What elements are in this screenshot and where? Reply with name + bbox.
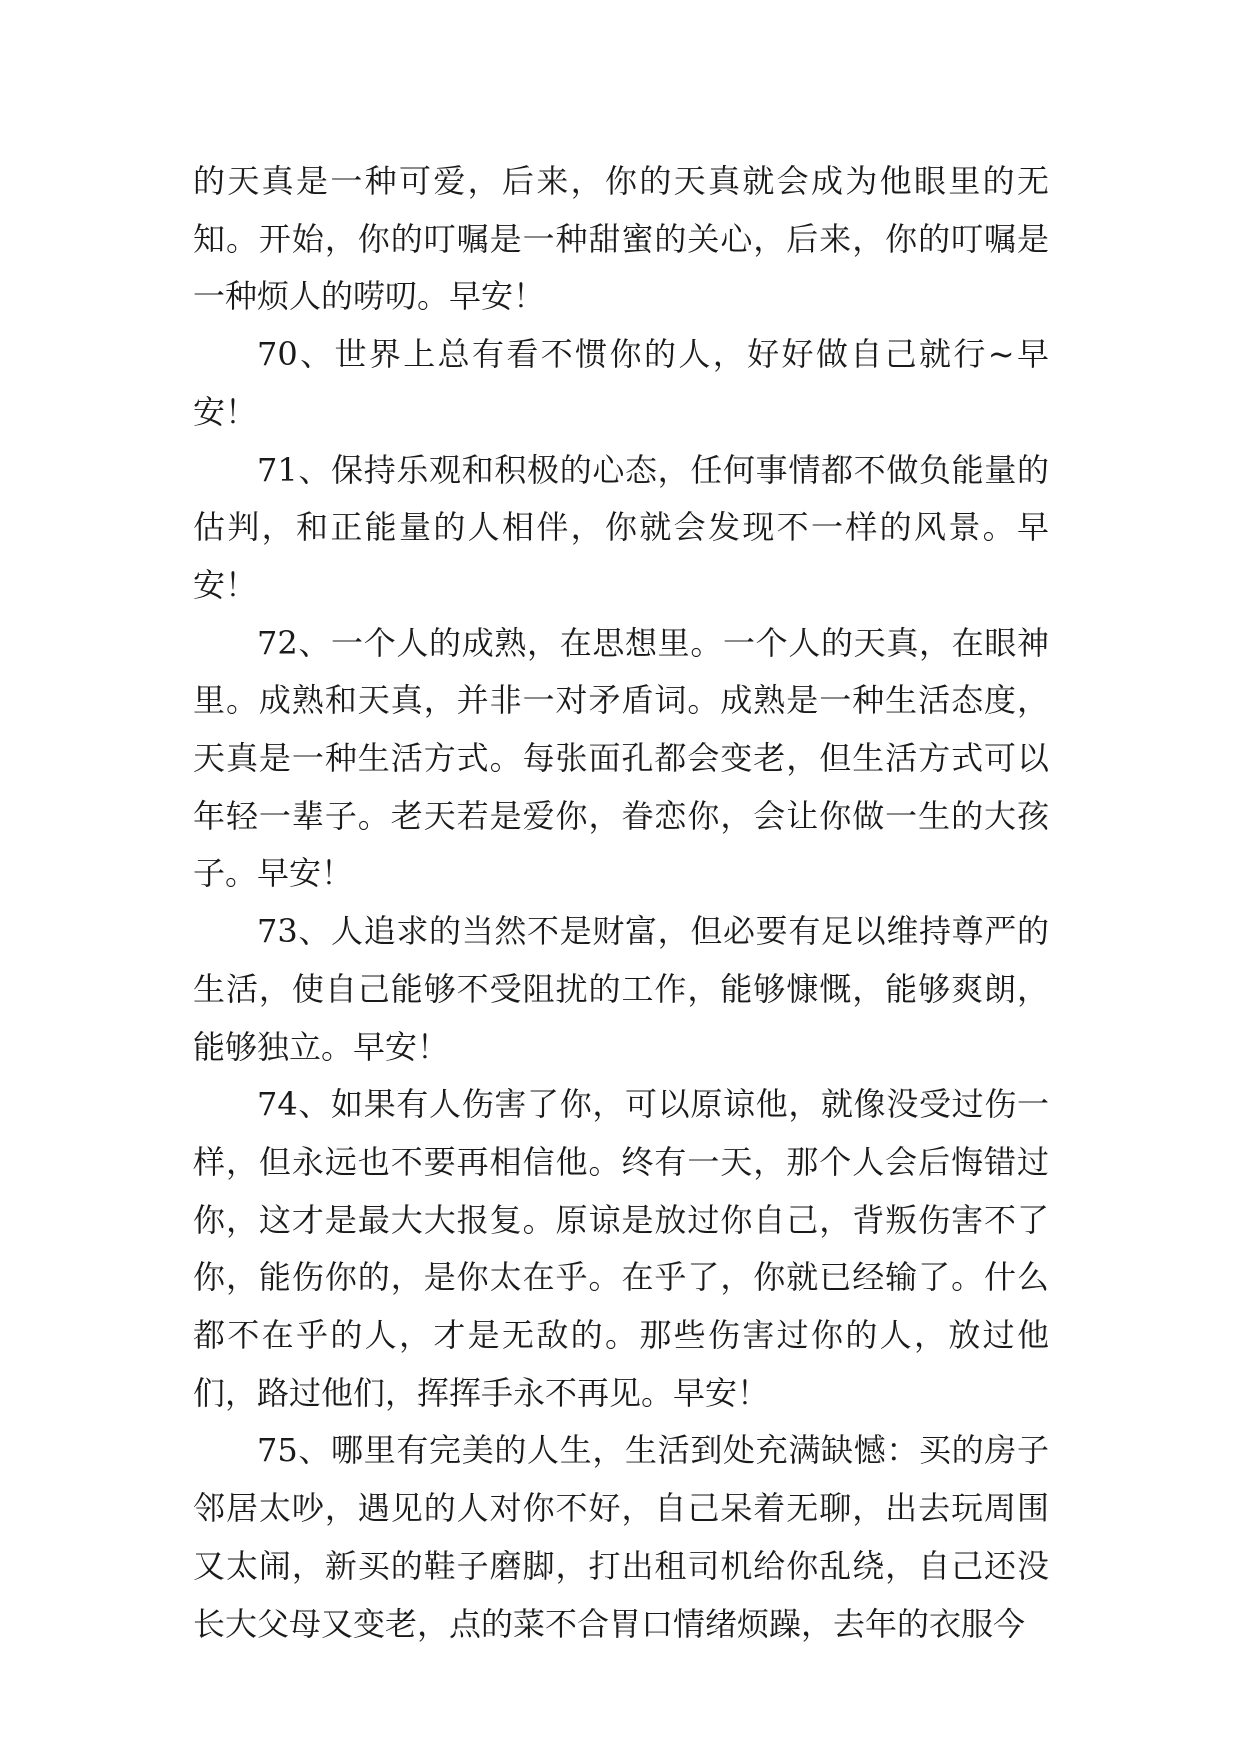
paragraph-continuation: 的天真是一种可爱，后来，你的天真就会成为他眼里的无知。开始，你的叮嘱是一种甜蜜的关心，后来，你的叮嘱是一种烦人的唠叨。早安！ — [193, 162, 1049, 316]
document-body — [193, 153, 1049, 1653]
paragraph-75: 75、哪里有完美的人生，生活到处充满缺憾：买的房子邻居太吵，遇见的人对你不好，自己呆着无聊，出去玩周围又太闹，新买的鞋子磨脚，打出租司机给你乱绕，自己还没长大父母又变老，点的菜不合胃口情绪烦躁，去年的衣服今 — [193, 1431, 1049, 1643]
paragraph-74: 74、如果有人伤害了你，可以原谅他，就像没受过伤一样，但永远也不要再相信他。终有一天，那个人会后悔错过你，这才是最大大报复。原谅是放过你自己，背叛伤害不了你，能伤你的，是你太在乎。在乎了，你就已经输了。什么都不在乎的人，才是无敌的。那些伤害过你的人，放过他们，路过他们，挥挥手永不再见。早安！ — [193, 1085, 1049, 1412]
paragraph-71: 71、保持乐观和积极的心态，任何事情都不做负能量的估判，和正能量的人相伴，你就会发现不一样的风景。早安！ — [193, 450, 1049, 604]
paragraph-70: 70、世界上总有看不惯你的人，好好做自己就行~早安！ — [193, 335, 1049, 431]
paragraph-72: 72、一个人的成熟，在思想里。一个人的天真，在眼神里。成熟和天真，并非一对矛盾词。成熟是一种生活态度，天真是一种生活方式。每张面孔都会变老，但生活方式可以年轻一辈子。老天若是爱你，眷恋你，会让你做一生的大孩子。早安！ — [193, 623, 1049, 893]
paragraph-73: 73、人追求的当然不是财富，但必要有足以维持尊严的生活，使自己能够不受阻扰的工作，能够慷慨，能够爽朗，能够独立。早安！ — [193, 912, 1049, 1066]
